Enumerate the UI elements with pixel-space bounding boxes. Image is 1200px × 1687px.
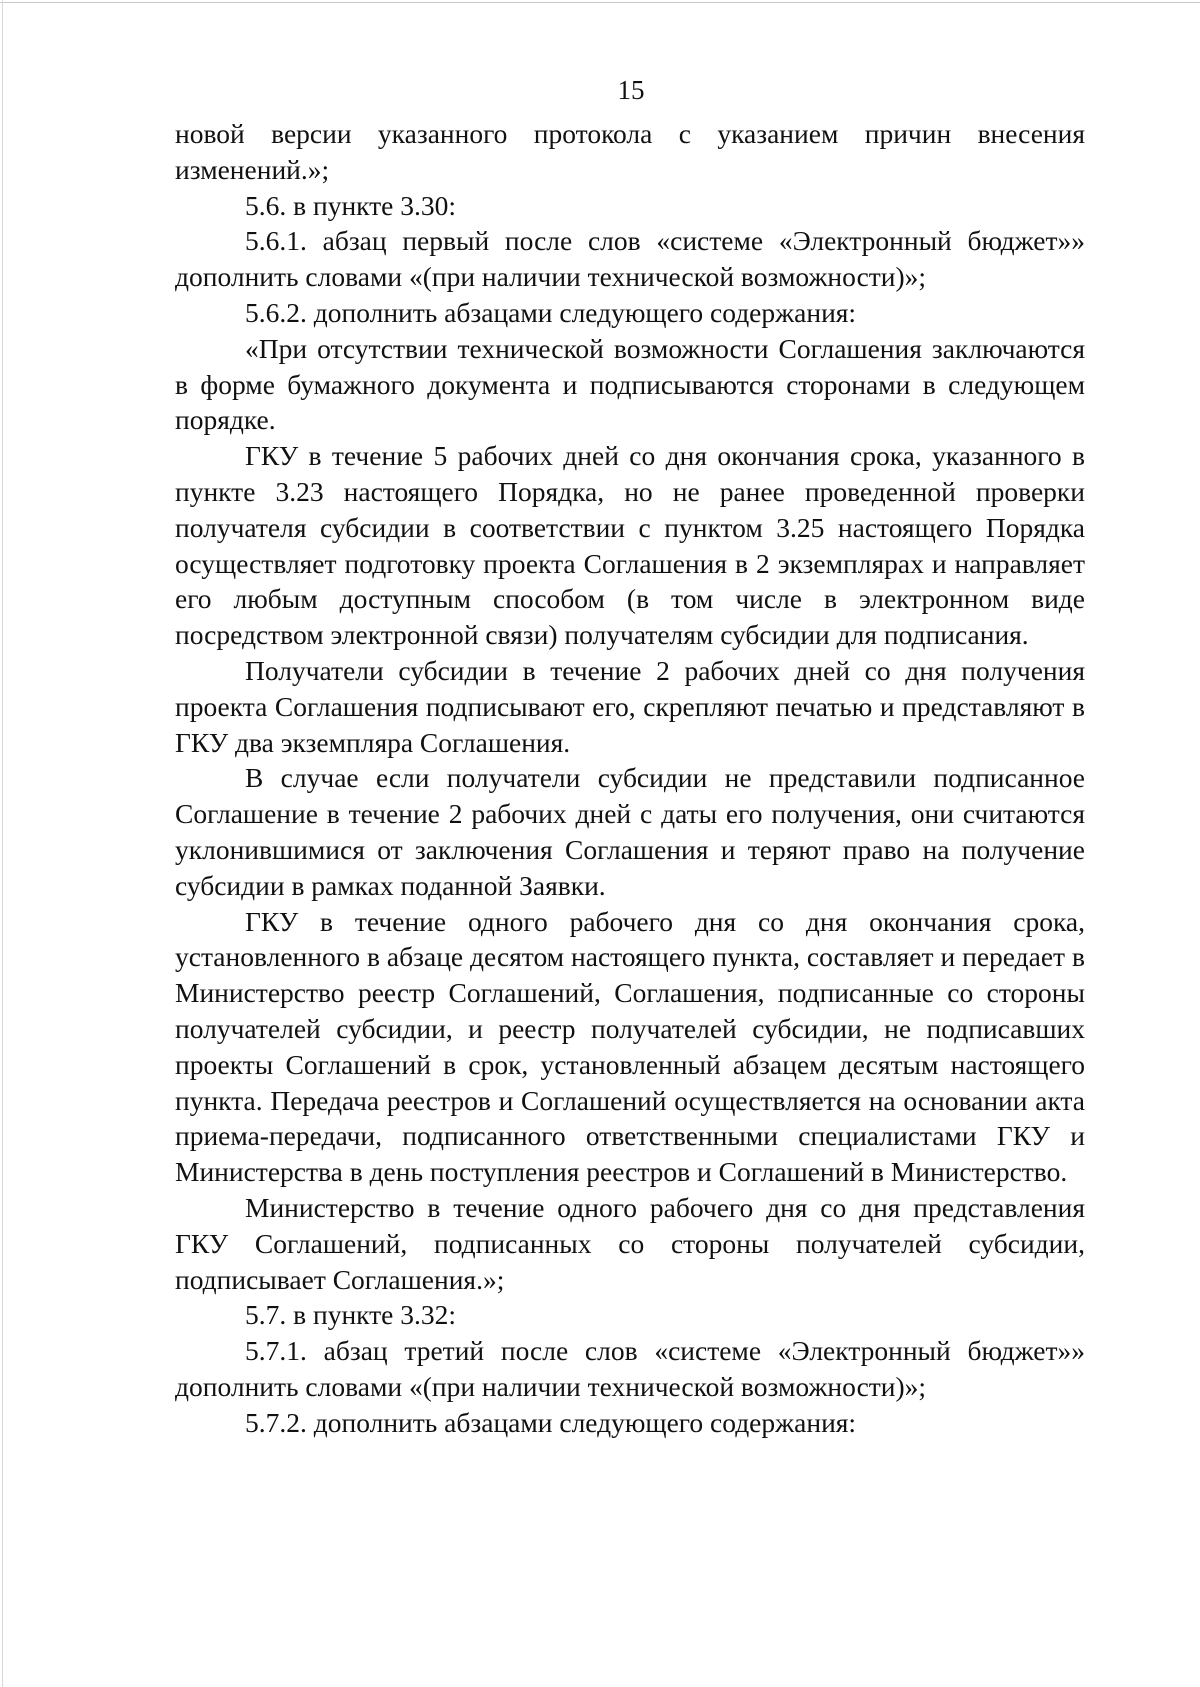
paragraph: «При отсутствии технической возможности Соглашения заключаются в форме бумажного документа и подписываются сторонами в следующем порядке. — [175, 332, 1085, 436]
paragraph: 5.7. в пункте 3.32: — [245, 1299, 457, 1331]
paragraph: новой версии указанного протокола с указанием причин внесения изменений.»; — [175, 118, 1085, 185]
paragraph: ГКУ в течение 5 рабочих дней со дня окончания срока, указанного в пункте 3.23 настоящего Порядка, но не ранее проведенной проверки получателя субсидии в соответствии с пунктом 3.25 настоящего Порядка осуществляет подготовку проекта Соглашения в 2 экземплярах и направляет его любым доступным способом (в том числе в электронном виде посредством электронной связи) получателям субсидии для подписания. — [175, 440, 1085, 651]
paragraph: 5.7.2. дополнить абзацами следующего содержания: — [245, 1406, 857, 1438]
paragraph: 5.7.1. абзац третий после слов «системе «Электронный бюджет»» дополнить словами «(при наличии технической возможности)»; — [175, 1335, 1085, 1402]
scan-top-edge — [0, 2, 1200, 3]
scan-left-edge — [2, 0, 3, 1687]
paragraph: В случае если получатели субсидии не представили подписанное Соглашение в течение 2 рабочих дней с даты его получения, они считаются уклонившимися от заключения Соглашения и теряют право на получение субсидии в рамках поданной Заявки. — [175, 762, 1085, 901]
paragraph: Получатели субсидии в течение 2 рабочих дней со дня получения проекта Соглашения подписывают его, скрепляют печатью и представляют в ГКУ два экземпляра Соглашения. — [175, 654, 1085, 758]
paragraph: Министерство в течение одного рабочего дня со дня представления ГКУ Соглашений, подписанных со стороны получателей субсидии, подписывает Соглашения.»; — [175, 1191, 1085, 1295]
paragraph: 5.6.1. абзац первый после слов «системе «Электронный бюджет»» дополнить словами «(при наличии технической возможности)»; — [175, 225, 1085, 293]
paragraph: 5.6. в пункте 3.30: — [245, 189, 457, 221]
document-body — [175, 116, 1085, 1440]
page-number: 15 — [617, 75, 645, 105]
paragraph: ГКУ в течение одного рабочего дня со дня окончания срока, установленного в абзаце десятом настоящего пункта, составляет и передает в Министерство реестр Соглашений, Соглашения, подписанные со стороны получателей субсидии, и реестр получателей субсидии, не подписавших проекты Соглашений в срок, установленный абзацем десятым настоящего пункта. Передача реестров и Соглашений осуществляется на основании акта приема-передачи, подписанного ответственными специалистами ГКУ и Министерства в день поступления реестров и Соглашений в Министерство. — [175, 905, 1085, 1188]
paragraph: 5.6.2. дополнить абзацами следующего содержания: — [245, 296, 857, 328]
